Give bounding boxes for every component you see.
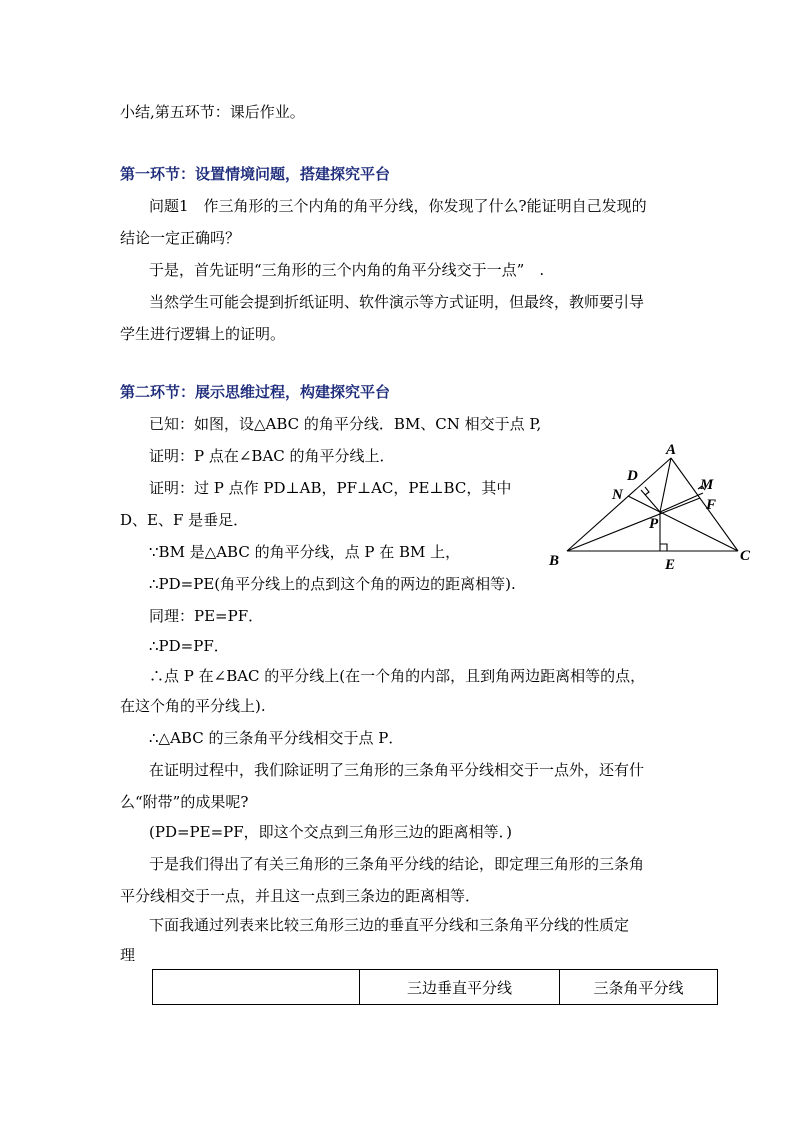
paragraph-methods-line-1: 当然学生可能会提到折纸证明、软件演示等方式证明，但最终，教师要引导 [149, 293, 645, 311]
proof-line-1: 证明：过 P 点作 PD⊥AB，PF⊥AC，PE⊥BC，其中 [149, 479, 512, 497]
table-header-row [153, 970, 718, 1005]
table-header-empty [153, 970, 360, 1005]
label-a: A [666, 442, 677, 458]
label-p: P [649, 516, 659, 532]
paragraph-first-proof: 于是，首先证明“三角形的三个内角的角平分线交于一点” . [149, 261, 545, 279]
triangle-figure [540, 438, 760, 578]
perpendicular-pd [641, 490, 660, 512]
comparison-intro-line-2: 理 [120, 946, 136, 964]
proof-line-6: ∴PD=PF． [149, 637, 229, 655]
extra-result-line-2: 么“附带”的成果呢? [120, 793, 249, 811]
section-heading-1: 第一环节：设置情境问题，搭建探究平台 [120, 165, 391, 183]
given-line: 已知：如图，设△ABC 的角平分线．BM、CN 相交于点 P, [149, 415, 542, 433]
proof-conclusion: ∴△ABC 的三条角平分线相交于点 P． [149, 729, 404, 747]
section-heading-2: 第二环节：展示思维过程，构建探究平台 [120, 383, 391, 401]
proof-line-5: 同理：PE=PF． [149, 607, 264, 625]
equal-distance-note: (PD=PE=PF，即这个交点到三角形三边的距离相等．) [149, 823, 513, 841]
proof-line-2: D、E、F 是垂足． [120, 511, 249, 529]
label-d: D [627, 468, 638, 484]
bisector-bm [567, 498, 700, 551]
label-e: E [665, 557, 676, 573]
summary-line: 小结,第五环节：课后作业。 [120, 103, 305, 121]
label-n: N [612, 487, 623, 503]
label-m: M [700, 477, 714, 493]
label-b: B [549, 553, 560, 569]
right-angle-mark-d [645, 487, 649, 495]
perpendicular-pf [660, 493, 703, 512]
right-angle-mark-e [660, 544, 667, 551]
question-1-line-1: 问题1 作三角形的三个内角的角平分线，你发现了什么?能证明自己发现的 [149, 197, 647, 215]
theorem-line-1: 于是我们得出了有关三角形的三条角平分线的结论，即定理三角形的三条角 [149, 855, 645, 873]
proof-line-7b: 在这个角的平分线上). [120, 697, 266, 715]
side-ab [567, 458, 671, 551]
theorem-line-2: 平分线相交于一点，并且这一点到三条边的距离相等． [120, 887, 481, 905]
comparison-table [152, 969, 718, 1005]
comparison-intro-line-1: 下面我通过列表来比较三角形三边的垂直平分线和三条角平分线的性质定 [149, 916, 630, 934]
side-ac [671, 458, 738, 551]
table-header-angle-bisectors: 三条角平分线 [560, 970, 718, 1005]
question-1-line-2: 结论一定正确吗？ [120, 229, 241, 247]
extra-result-line-1: 在证明过程中，我们除证明了三角形的三条角平分线相交于一点外，还有什 [149, 761, 645, 779]
proof-line-7a: ∴点 P 在∠BAC 的平分线上(在一个角的内部，且到角两边距离相等的点， [149, 667, 646, 685]
label-c: C [740, 548, 751, 564]
label-f: F [706, 497, 717, 513]
proof-line-3: ∵BM 是△ABC 的角平分线，点 P 在 BM 上， [149, 543, 461, 561]
prove-line: 证明：P 点在∠BAC 的角平分线上． [149, 447, 395, 465]
table-header-perpendicular-bisectors: 三边垂直平分线 [360, 970, 560, 1005]
paragraph-methods-line-2: 学生进行逻辑上的证明。 [120, 325, 286, 343]
proof-line-4: ∴PD=PE(角平分线上的点到这个角的两边的距离相等). [149, 575, 516, 593]
